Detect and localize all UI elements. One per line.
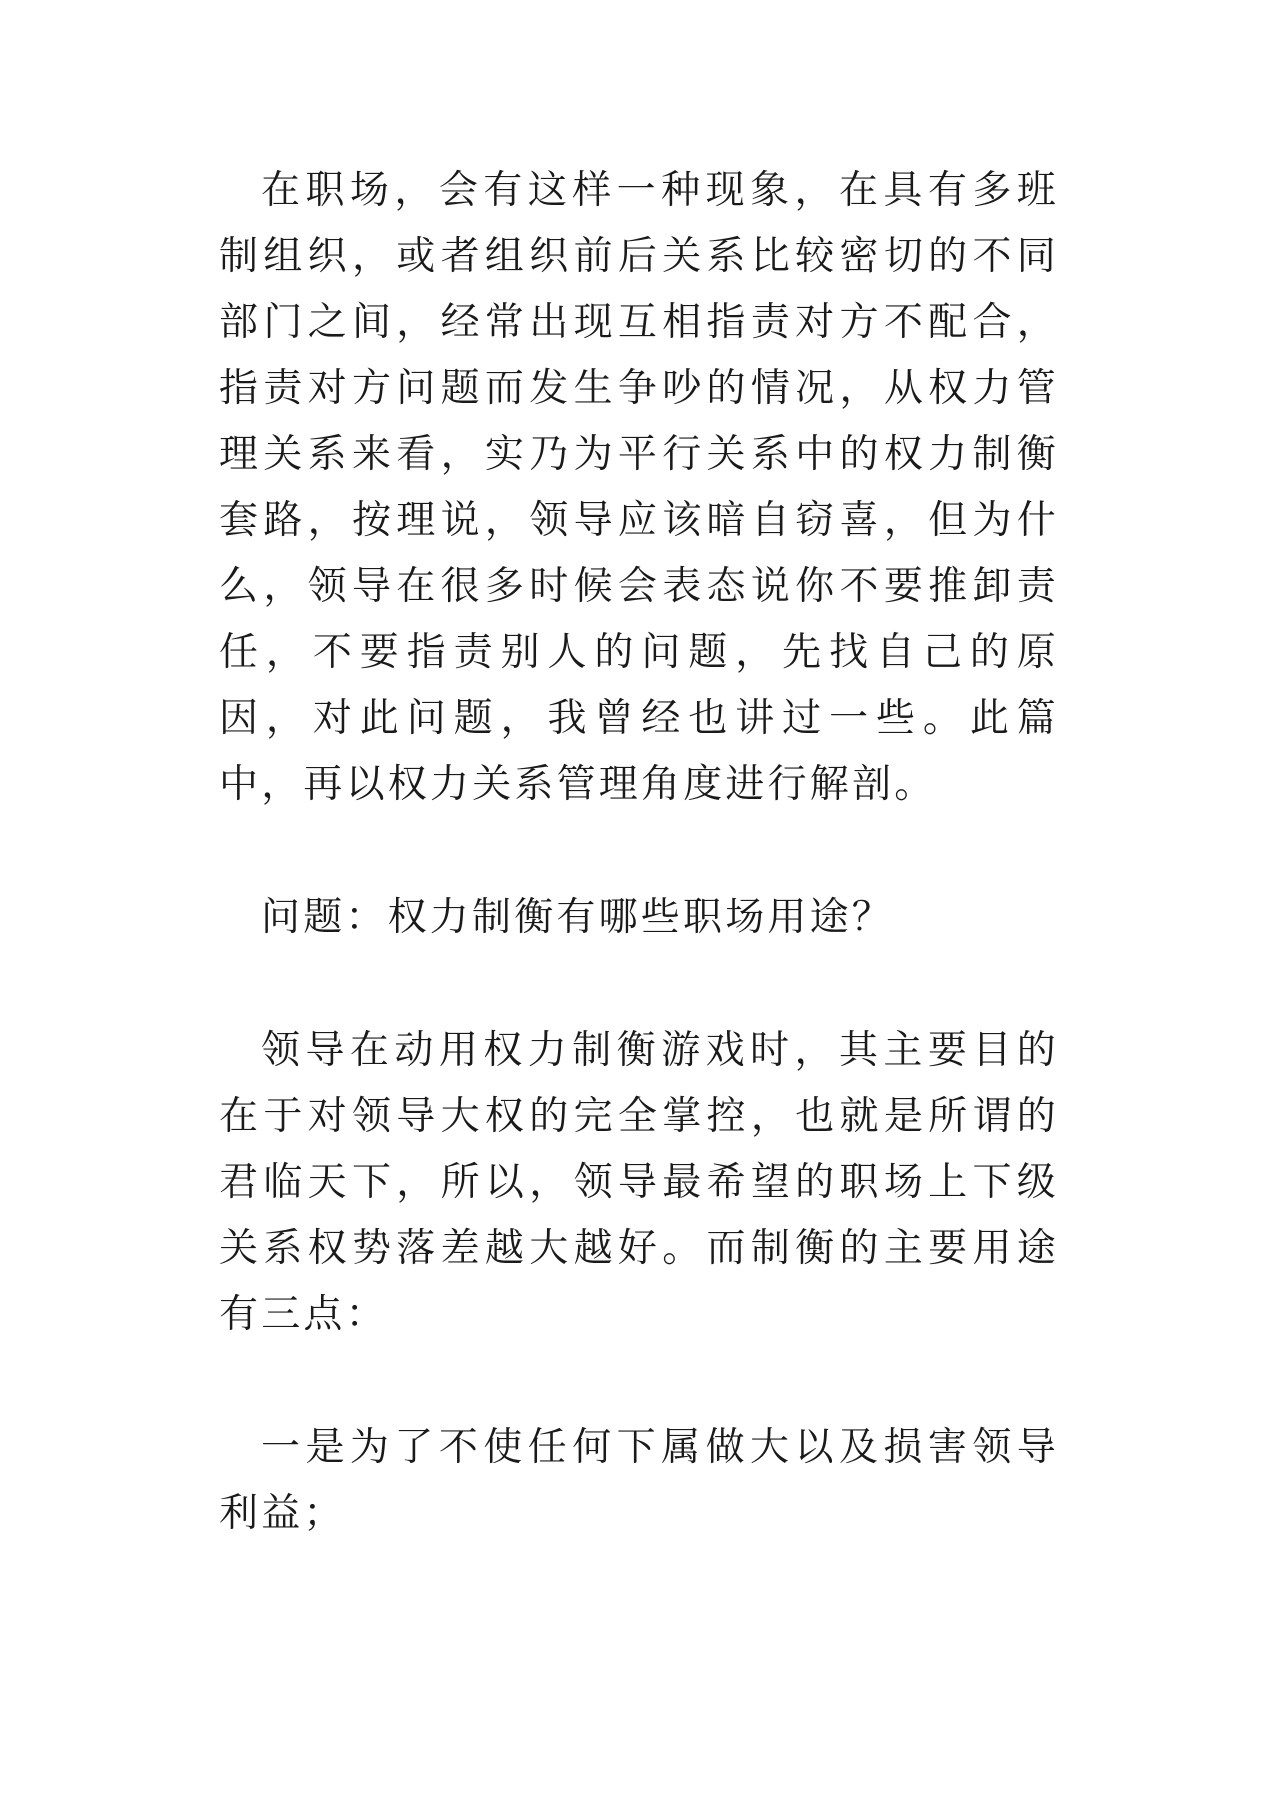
intro-paragraph: 在职场，会有这样一种现象，在具有多班制组织，或者组织前后关系比较密切的不同部门之间，经常出现互相指责对方不配合，指责对方问题而发生争吵的情况，从权力管理关系来看，实乃为平行关系中的权力制衡套路，按理说，领导应该暗自窃喜，但为什么，领导在很多时候会表态说你不要推卸责任，不要指责别人的问题，先找自己的原因，对此问题，我曾经也讲过一些。此篇中，再以权力关系管理角度进行解剖。 xyxy=(219,168,1059,807)
answer-paragraph: 领导在动用权力制衡游戏时，其主要目的在于对领导大权的完全掌控，也就是所谓的君临天下，所以，领导最希望的职场上下级关系权势落差越大越好。而制衡的主要用途有三点： xyxy=(219,1028,1059,1337)
question-heading: 问题：权力制衡有哪些职场用途？ xyxy=(261,895,895,940)
document-body xyxy=(219,158,1059,1547)
point-one-paragraph: 一是为了不使任何下属做大以及损害领导利益； xyxy=(219,1425,1059,1536)
